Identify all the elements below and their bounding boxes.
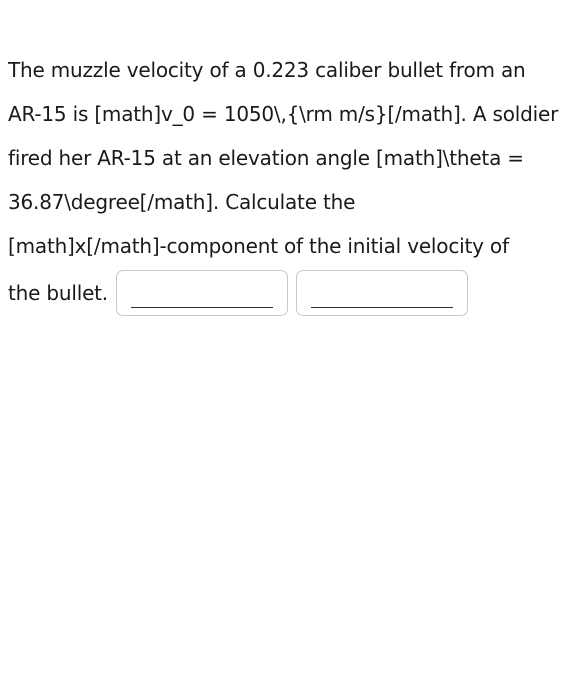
answer-value-blank — [131, 307, 273, 308]
answer-unit-field[interactable] — [296, 270, 468, 316]
answer-row — [8, 268, 563, 318]
question-text — [8, 48, 563, 318]
question-line-2: AR-15 is [math]v_0 = 1050\,{\rm m/s}[/math]. A soldier — [8, 102, 559, 126]
answer-unit-blank — [311, 307, 453, 308]
question-line-5: [math]x[/math]-component of the initial velocity of — [8, 234, 509, 258]
question-line-1: The muzzle velocity of a 0.223 caliber bullet from an — [8, 58, 526, 82]
answer-value-field[interactable] — [116, 270, 288, 316]
question-line-4: 36.87\degree[/math]. Calculate the — [8, 190, 356, 214]
question-line-3: fired her AR-15 at an elevation angle [math]\theta = — [8, 146, 524, 170]
question-line-6: the bullet. — [8, 281, 108, 305]
